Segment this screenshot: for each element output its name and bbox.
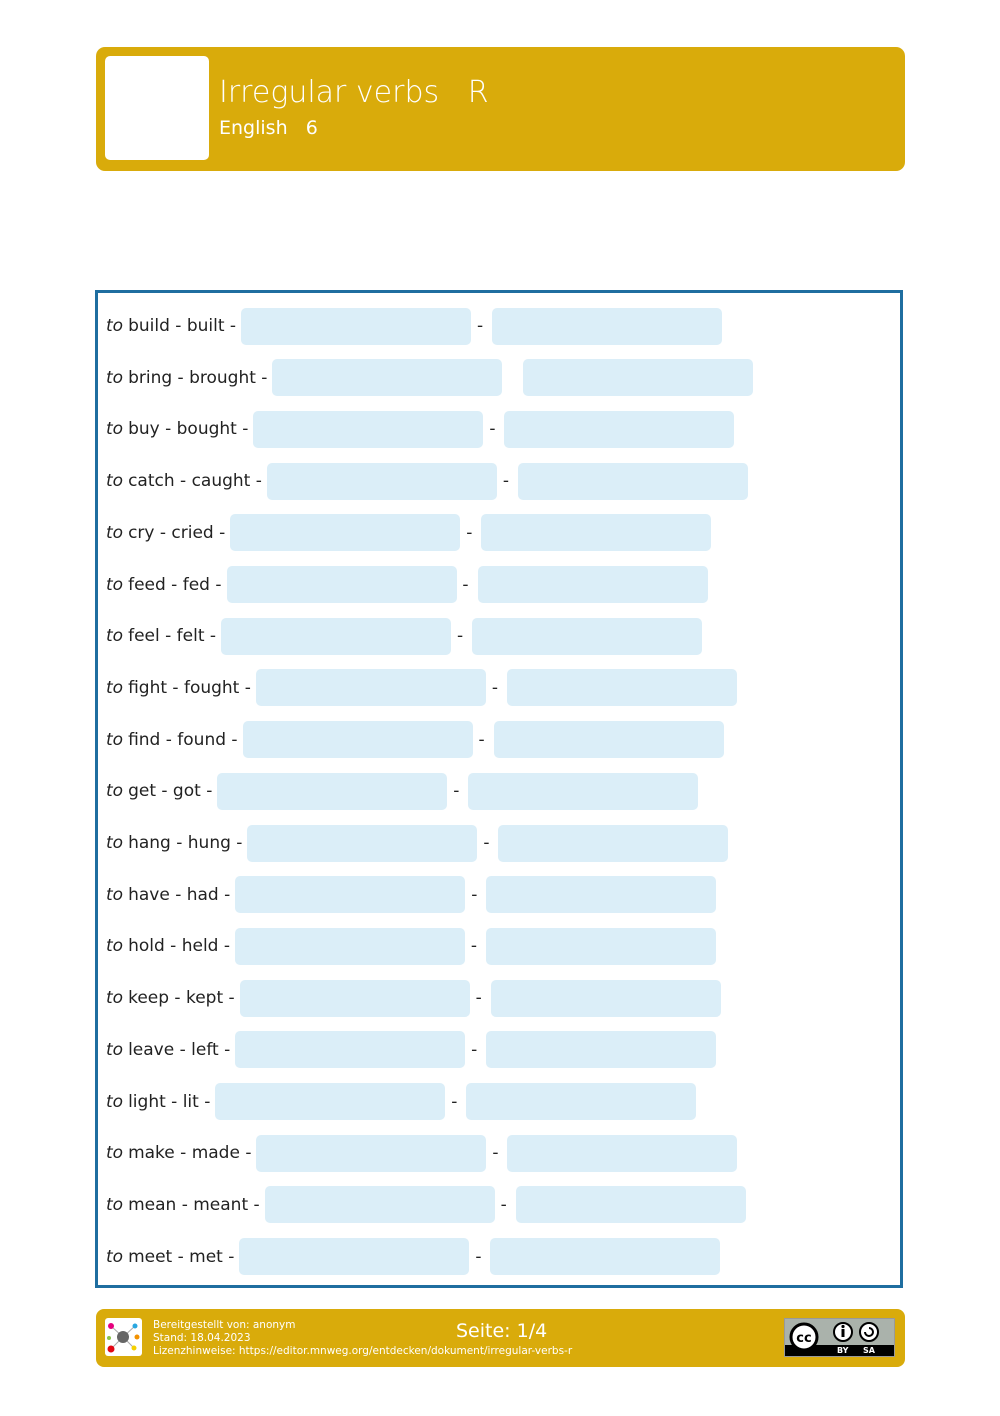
- separator-dash: -: [466, 522, 473, 543]
- verb-forms: fight - fought -: [128, 677, 251, 698]
- exercise-frame: [95, 290, 903, 1288]
- verb-prefix: to: [106, 833, 124, 853]
- separator-dash: -: [451, 1091, 458, 1112]
- separator-dash: -: [456, 626, 464, 647]
- verb-prefix: to: [106, 1091, 124, 1112]
- verb-forms: build - built -: [128, 316, 237, 336]
- verb-forms: mean - meant -: [128, 1194, 260, 1215]
- answer-input-2[interactable]: [507, 669, 737, 706]
- answer-input-2[interactable]: [498, 825, 728, 862]
- verb-row: [106, 308, 722, 344]
- verb-row: [106, 618, 702, 654]
- verb-prefix: to: [106, 884, 124, 905]
- answer-input-1[interactable]: [256, 669, 486, 706]
- verb-forms: feed - fed -: [128, 574, 222, 595]
- verb-row: [106, 567, 708, 603]
- verb-forms: leave - left -: [128, 1039, 231, 1060]
- separator-dash: -: [470, 936, 478, 957]
- verb-prefix: to: [106, 522, 124, 543]
- answer-input-1[interactable]: [243, 721, 473, 758]
- page-subtitle: English 6: [219, 117, 318, 139]
- answer-input-2[interactable]: [523, 359, 753, 396]
- svg-text:cc: cc: [796, 1331, 812, 1346]
- verb-prefix: to: [106, 1246, 124, 1267]
- answer-input-2[interactable]: [472, 618, 702, 655]
- verb-forms: light - lit -: [128, 1091, 211, 1112]
- verb-forms: bring - brought -: [128, 367, 268, 388]
- separator-dash: -: [489, 419, 496, 440]
- verb-forms: cry - cried -: [128, 522, 226, 543]
- header-banner: [96, 47, 905, 171]
- footer: [96, 1309, 905, 1367]
- separator-dash: -: [471, 884, 478, 905]
- verb-prefix: to: [106, 781, 124, 802]
- verb-row: [106, 928, 716, 964]
- answer-input-1[interactable]: [217, 773, 447, 810]
- verb-prefix: to: [106, 729, 124, 750]
- verb-forms: catch - caught -: [128, 471, 262, 492]
- answer-input-1[interactable]: [227, 566, 457, 603]
- separator-dash: -: [478, 729, 485, 750]
- answer-input-1[interactable]: [215, 1083, 445, 1120]
- verb-prefix: to: [106, 574, 124, 595]
- cc-by-label: BY: [837, 1346, 849, 1355]
- separator-dash: -: [471, 1039, 478, 1060]
- answer-input-1[interactable]: [256, 1135, 486, 1172]
- answer-input-1[interactable]: [247, 825, 477, 862]
- answer-input-1[interactable]: [221, 618, 451, 655]
- verb-row: [106, 1187, 746, 1223]
- verb-forms: hold - held -: [128, 936, 230, 957]
- separator-dash: -: [453, 781, 460, 802]
- verb-row: [106, 877, 716, 913]
- separator-dash: -: [475, 1246, 482, 1267]
- verb-forms: make - made -: [128, 1143, 252, 1164]
- answer-input-1[interactable]: [241, 308, 471, 345]
- answer-input-1[interactable]: [265, 1186, 495, 1223]
- mnweg-logo-icon: [105, 1318, 142, 1356]
- provided-by: Bereitgestellt von: anonym: [153, 1319, 296, 1331]
- verb-forms: feel - felt -: [128, 626, 217, 647]
- answer-input-1[interactable]: [239, 1238, 469, 1275]
- answer-input-2[interactable]: [516, 1186, 746, 1223]
- verb-row: [106, 1032, 716, 1068]
- answer-input-2[interactable]: [466, 1083, 696, 1120]
- separator-dash: -: [502, 471, 509, 492]
- verb-row: [106, 1135, 737, 1171]
- verb-row: [106, 463, 748, 499]
- verb-forms: buy - bought -: [128, 419, 249, 440]
- verb-prefix: to: [106, 988, 124, 1009]
- verb-prefix: to: [106, 1039, 124, 1060]
- separator-dash: -: [483, 833, 490, 853]
- verb-row: [106, 360, 753, 396]
- verb-forms: hang - hung -: [128, 833, 243, 853]
- separator-dash: -: [491, 677, 498, 698]
- answer-input-1[interactable]: [272, 359, 502, 396]
- verb-row: [106, 722, 724, 758]
- verb-prefix: to: [106, 367, 124, 388]
- verb-row: [106, 670, 737, 706]
- license-link[interactable]: Lizenzhinweise: https://editor.mnweg.org/entdecken/dokument/irregular-verbs-r: [153, 1345, 573, 1357]
- answer-input-2[interactable]: [486, 876, 716, 913]
- verb-prefix: to: [106, 936, 124, 957]
- separator-dash: -: [476, 316, 484, 336]
- header-image-placeholder: [105, 56, 209, 160]
- answer-input-1[interactable]: [230, 514, 460, 551]
- verb-prefix: to: [106, 1194, 124, 1215]
- verb-prefix: to: [106, 1143, 124, 1164]
- answer-input-2[interactable]: [481, 514, 711, 551]
- answer-input-2[interactable]: [518, 463, 748, 500]
- answer-input-2[interactable]: [494, 721, 724, 758]
- answer-input-2[interactable]: [468, 773, 698, 810]
- verb-forms: keep - kept -: [128, 988, 235, 1009]
- answer-input-1[interactable]: [267, 463, 497, 500]
- verb-prefix: to: [106, 626, 124, 647]
- separator-dash: -: [462, 574, 469, 595]
- verb-row: [106, 1239, 720, 1275]
- answer-input-2[interactable]: [486, 1031, 716, 1068]
- verb-prefix: to: [106, 677, 124, 698]
- verb-forms: find - found -: [128, 729, 238, 750]
- answer-input-2[interactable]: [478, 566, 708, 603]
- separator-dash: -: [475, 988, 482, 1009]
- answer-input-2[interactable]: [491, 980, 721, 1017]
- answer-input-1[interactable]: [253, 411, 483, 448]
- verb-row: [106, 411, 734, 447]
- verb-row: [106, 825, 728, 861]
- cc-sa-label: SA: [863, 1346, 875, 1355]
- verb-prefix: to: [106, 419, 124, 440]
- verb-forms: get - got -: [128, 781, 213, 802]
- answer-input-1[interactable]: [235, 876, 465, 913]
- cc-by-sa-license-icon: [784, 1318, 895, 1357]
- answer-input-1[interactable]: [240, 980, 470, 1017]
- verb-prefix: to: [106, 471, 124, 492]
- verb-forms: have - had -: [128, 884, 231, 905]
- date: Stand: 18.04.2023: [153, 1332, 251, 1344]
- answer-input-2[interactable]: [504, 411, 734, 448]
- verb-row: [106, 980, 721, 1016]
- separator-dash: -: [500, 1194, 507, 1215]
- page-title: Irregular verbs R: [219, 75, 489, 110]
- answer-input-2[interactable]: [492, 308, 722, 345]
- verb-row: [106, 515, 711, 551]
- page-number: Seite: 1/4: [456, 1320, 548, 1342]
- answer-input-1[interactable]: [235, 928, 465, 965]
- answer-input-2[interactable]: [507, 1135, 737, 1172]
- separator-dash: -: [492, 1143, 499, 1164]
- verb-row: [106, 773, 698, 809]
- answer-input-1[interactable]: [235, 1031, 465, 1068]
- answer-input-2[interactable]: [490, 1238, 720, 1275]
- verb-forms: meet - met -: [128, 1246, 235, 1267]
- verb-prefix: to: [106, 316, 124, 336]
- verb-row: [106, 1084, 696, 1120]
- answer-input-2[interactable]: [486, 928, 716, 965]
